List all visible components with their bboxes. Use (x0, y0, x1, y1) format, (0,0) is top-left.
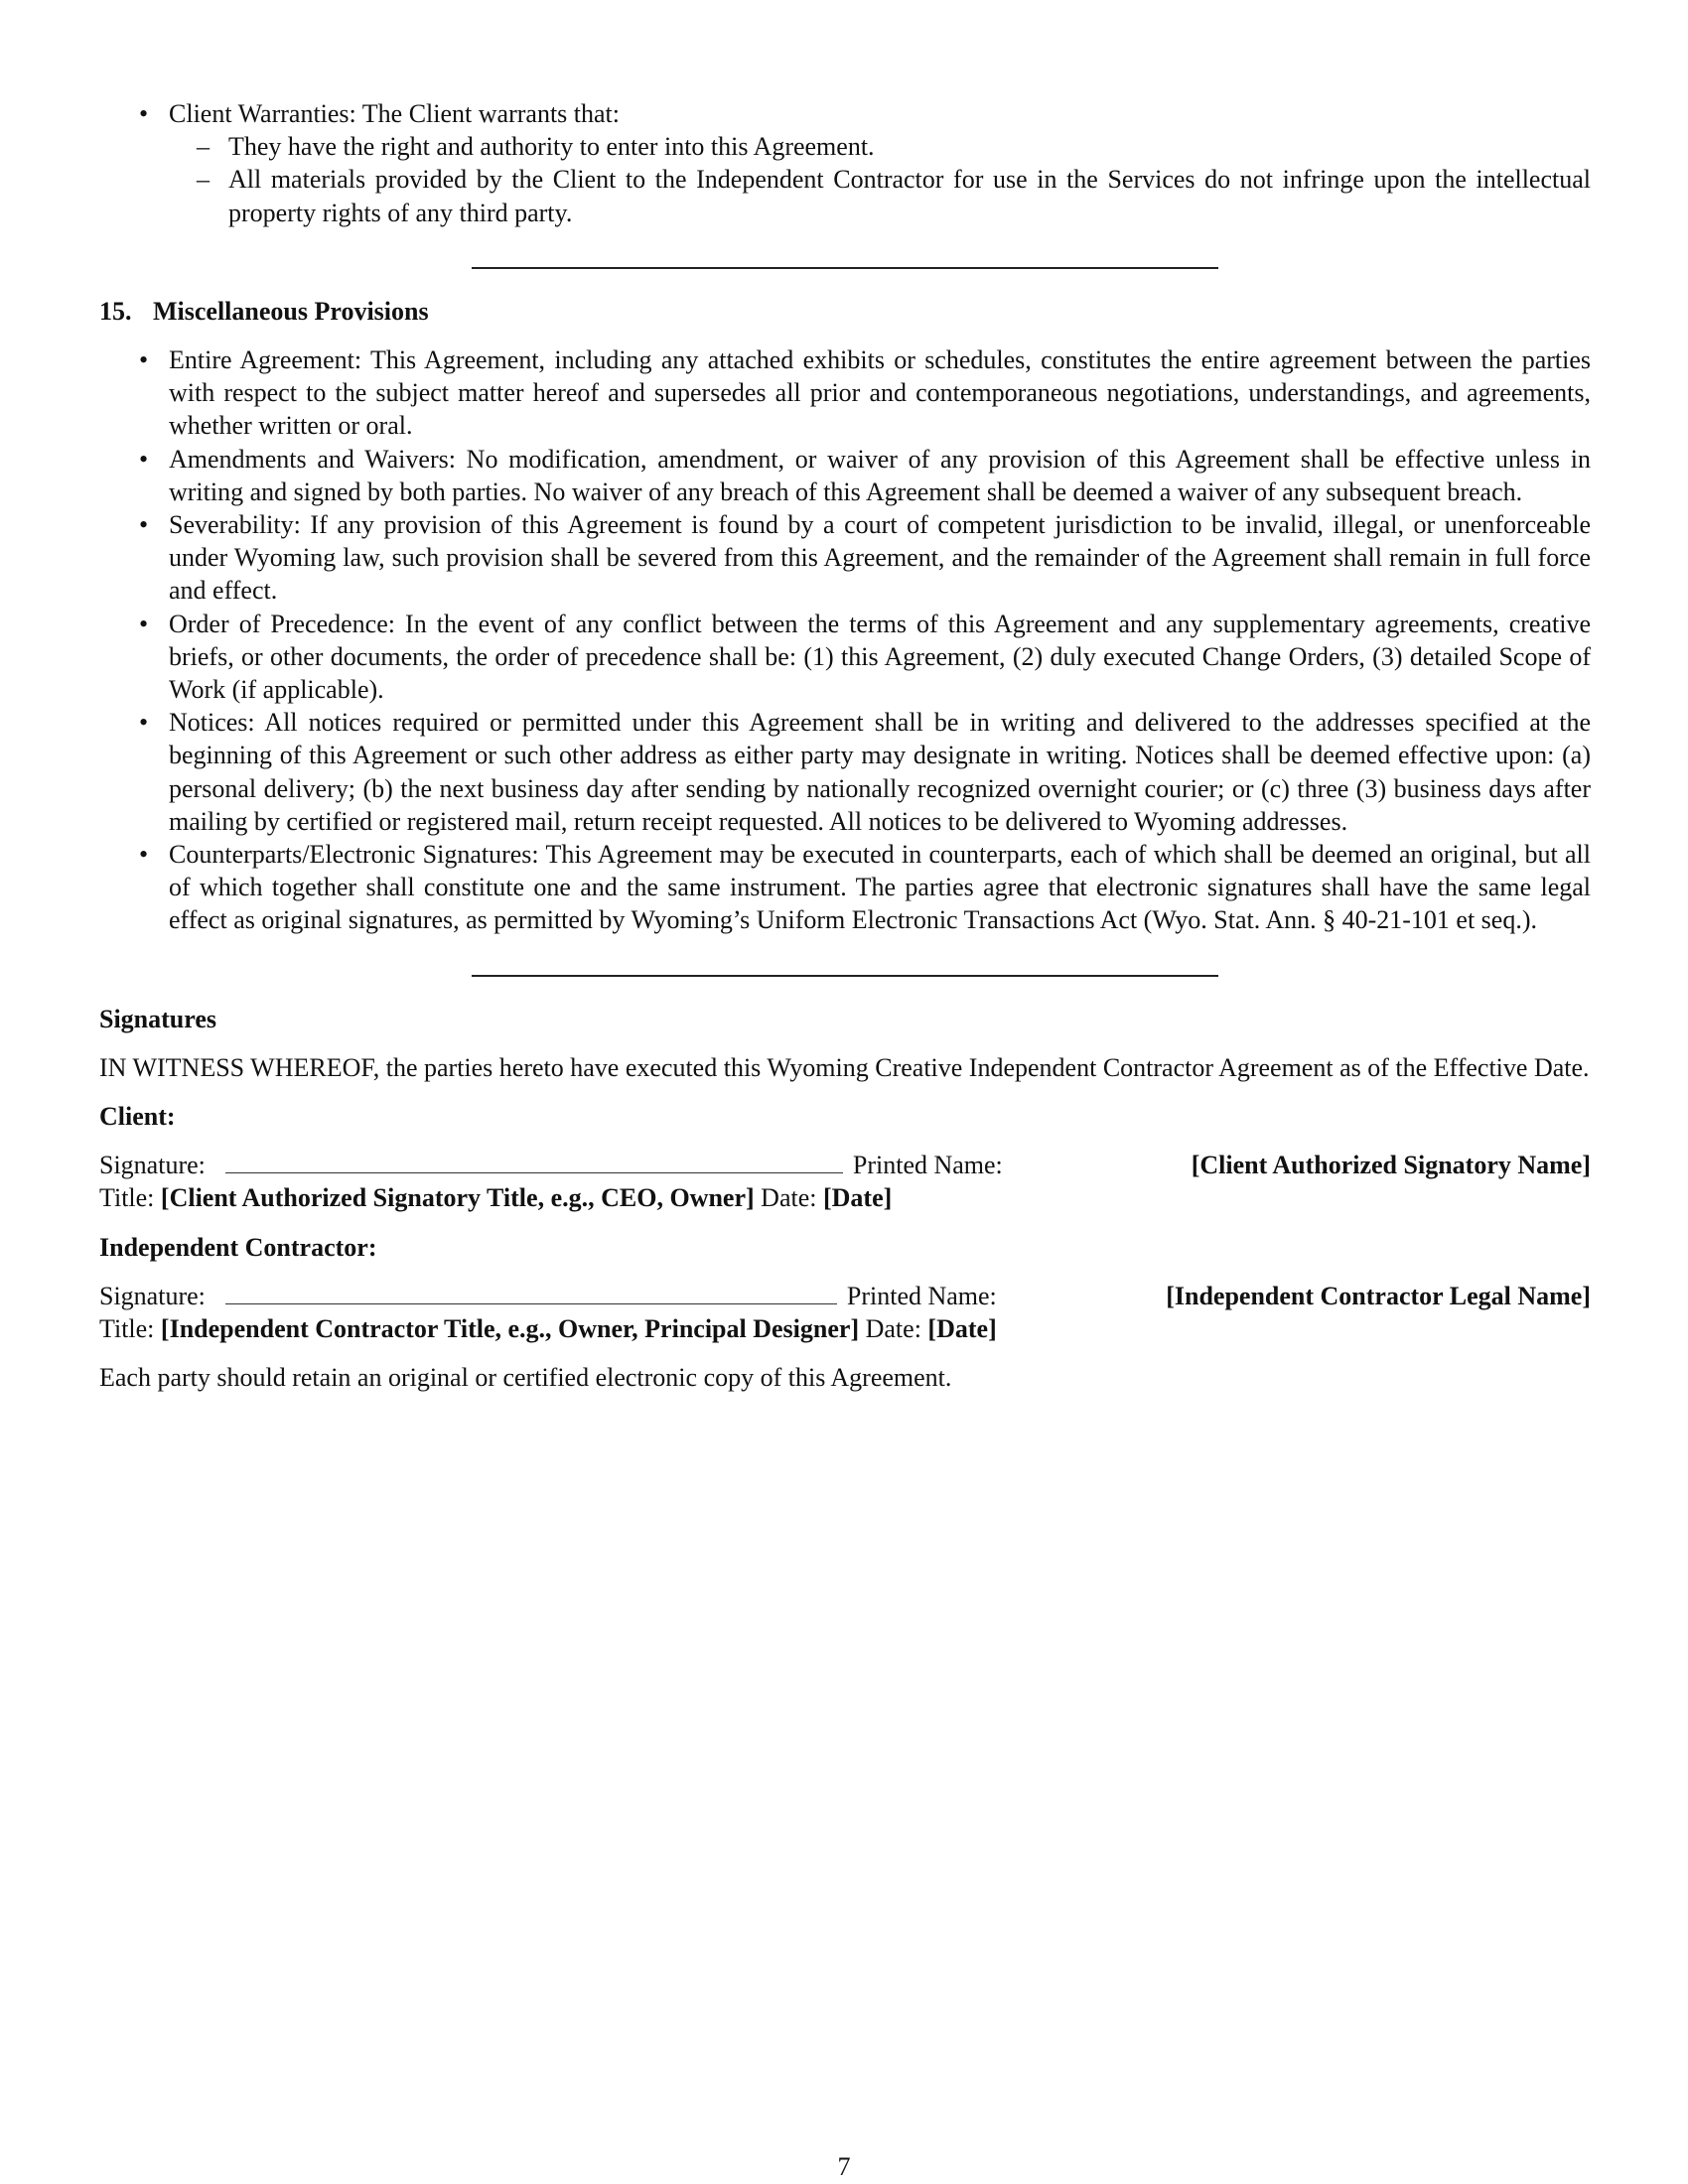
title-label: Title: (99, 1314, 155, 1344)
section-divider (472, 267, 1218, 269)
warranties-lead: Client Warranties: The Client warrants that: (169, 99, 620, 128)
signature-label: Signature: (99, 1151, 206, 1180)
retain-note: Each party should retain an original or certified electronic copy of this Agreement. (99, 1363, 952, 1393)
contractor-printed-name: [Independent Contractor Legal Name] (1166, 1281, 1591, 1310)
provisions-list (99, 343, 1591, 937)
list-item: • Entire Agreement: This Agreement, including any attached exhibits or schedules, constitutes the entire agreement between the parties with respect to the subject matter hereof and supersedes all prior and contemporaneous negotiations, understandings, and agreements, whether written or oral. (99, 343, 1591, 443)
section-divider (472, 975, 1218, 977)
section-heading (99, 295, 1591, 328)
signatures-heading: Signatures (99, 1004, 216, 1033)
client-title: [Client Authorized Signatory Title, e.g., CEO, Owner] (160, 1183, 755, 1213)
date-label: Date: (865, 1314, 921, 1344)
contractor-heading: Independent Contractor: (99, 1232, 377, 1262)
contractor-date: [Date] (927, 1314, 997, 1344)
client-date: [Date] (822, 1183, 893, 1213)
warranties-sublist (169, 130, 1591, 229)
list-item: • Severability: If any provision of this Agreement is found by a court of competent jurisdiction to be invalid, illegal, or unenforceable under Wyoming law, such provision shall be severed from this Agreement, and the remainder of the Agreement shall remain in full force and effect. (99, 508, 1591, 608)
client-signature-block (99, 1149, 1591, 1214)
document-page (99, 97, 1591, 1411)
list-item: • Order of Precedence: In the event of any conflict between the terms of this Agreement and any supplementary agreements, creative briefs, or other documents, the order of precedence shall be: (1) this Agreement, (2) duly executed Change Orders, (3) detailed Scope of Work (if applicable). (99, 608, 1591, 707)
list-item: • Amendments and Waivers: No modification, amendment, or waiver of any provision of this Agreement shall be effective unless in writing and signed by both parties. No waiver of any breach of this Agreement shall be deemed a waiver of any subsequent breach. (99, 443, 1591, 508)
printed-name-label: Printed Name: (852, 1151, 1003, 1180)
list-item: – All materials provided by the Client to the Independent Contractor for use in the Services do not infringe upon the intellectual property rights of any third party. (169, 163, 1591, 228)
date-label: Date: (761, 1183, 817, 1213)
client-printed-name: [Client Authorized Signatory Name] (1191, 1151, 1591, 1180)
witness-paragraph: IN WITNESS WHEREOF, the parties hereto have executed this Wyoming Creative Independent Contractor Agreement as of the Effective Date. (99, 1052, 1590, 1082)
section-number: 15. (99, 296, 132, 326)
contractor-title: [Independent Contractor Title, e.g., Owner, Principal Designer] (160, 1314, 860, 1344)
contractor-signature-block (99, 1280, 1591, 1345)
list-item (99, 97, 1591, 229)
contractor-signature-line[interactable] (225, 1282, 837, 1304)
page-number: 7 (837, 2152, 851, 2181)
warranties-list (99, 97, 1591, 229)
section-title: Miscellaneous Provisions (153, 296, 429, 326)
list-item: • Notices: All notices required or permitted under this Agreement shall be in writing and delivered to the addresses specified at the beginning of this Agreement or such other address as either party may designate in writing. Notices shall be deemed effective upon: (a) personal delivery; (b) the next business day after sending by nationally recognized overnight courier; or (c) three (3) business days after mailing by certified or registered mail, return receipt requested. All notices to be delivered to Wyoming addresses. (99, 706, 1591, 838)
signature-label: Signature: (99, 1281, 206, 1310)
list-item: • Counterparts/Electronic Signatures: This Agreement may be executed in counterparts, each of which shall be deemed an original, but all of which together shall constitute one and the same instrument. The parties agree that electronic signatures shall have the same legal effect as original signatures, as permitted by Wyoming’s Uniform Electronic Transactions Act (Wyo. Stat. Ann. § 40-21-101 et seq.). (99, 838, 1591, 937)
list-item: – They have the right and authority to enter into this Agreement. (169, 130, 1591, 163)
client-heading: Client: (99, 1102, 176, 1132)
client-signature-line[interactable] (225, 1151, 843, 1173)
printed-name-label: Printed Name: (846, 1281, 997, 1310)
title-label: Title: (99, 1183, 155, 1213)
